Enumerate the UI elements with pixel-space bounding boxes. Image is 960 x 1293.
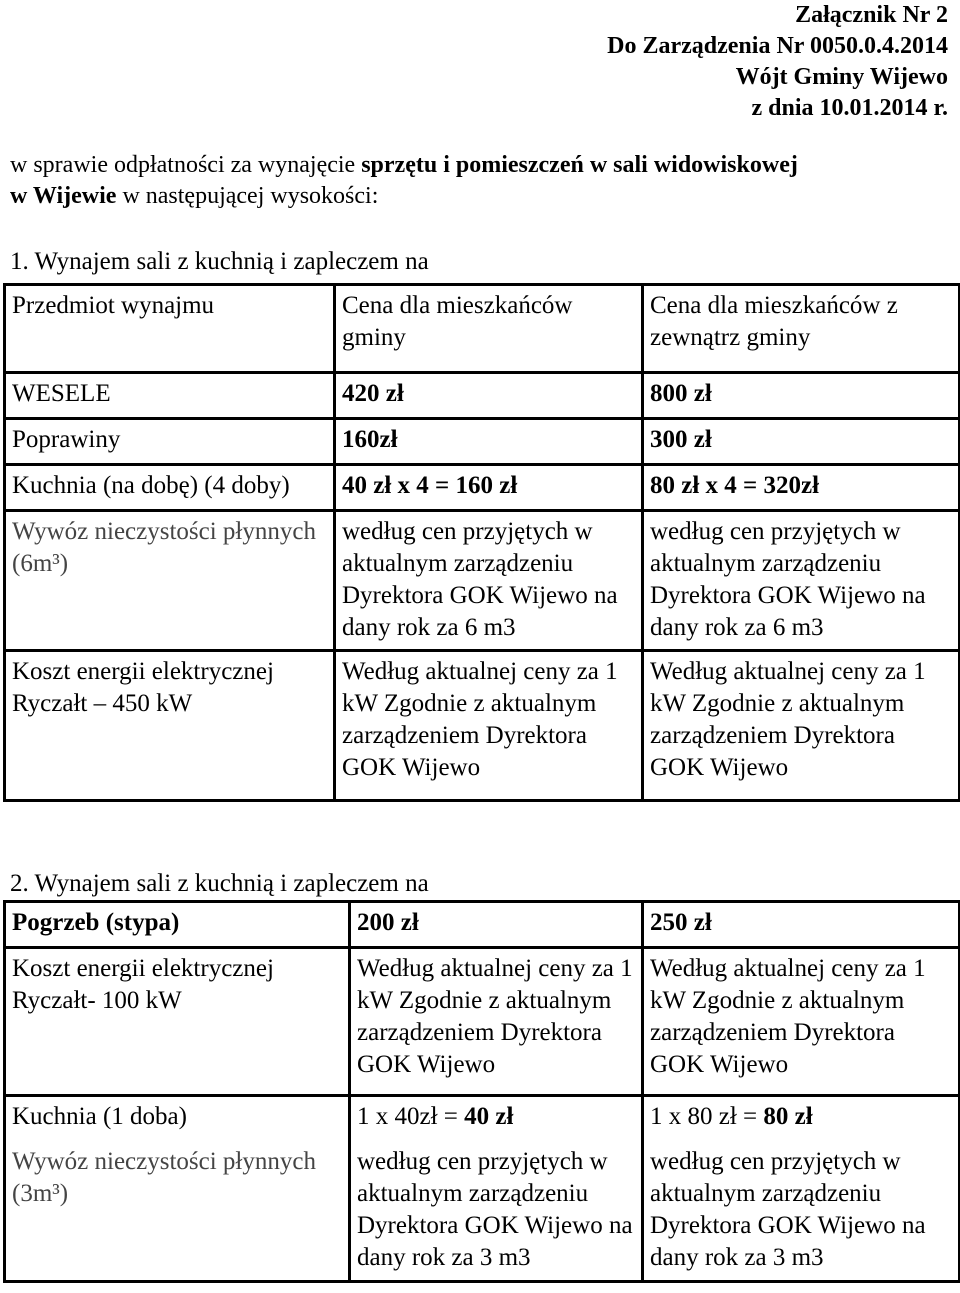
header-price-external: Cena dla mieszkańców z zewnątrz gminy <box>643 285 960 373</box>
kuchnia2-external-prefix: 1 x 80 zł = <box>650 1103 764 1130</box>
wywoz2-label: Wywóz nieczystości płynnych (3m³) <box>5 1142 350 1282</box>
table-row <box>5 465 960 511</box>
intro-part4: w następującej wysokości: <box>116 183 379 209</box>
wywoz-price-external: według cen przyjętych w aktualnym zarządzeniu Dyrektora GOK Wijewo na dany rok za 6 m3 <box>643 511 960 651</box>
kuchnia2-price-external <box>643 1096 960 1142</box>
header-price-local: Cena dla mieszkańców gminy <box>335 285 643 373</box>
energia-price-local: Według aktualnej ceny za 1 kW Zgodnie z aktualnym zarządzeniem Dyrektora GOK Wijewo <box>335 651 643 801</box>
poprawiny-price-external: 300 zł <box>643 419 960 465</box>
table-header-row <box>5 285 960 373</box>
header-subject: Przedmiot wynajmu <box>5 285 335 373</box>
energia2-label-line1: Koszt energii elektrycznej <box>12 955 274 982</box>
table-row <box>5 902 960 948</box>
energia2-price-external: Według aktualnej ceny za 1 kW Zgodnie z aktualnym zarządzeniem Dyrektora GOK Wijewo <box>643 948 960 1096</box>
energia-label <box>5 651 335 801</box>
kuchnia2-external-total: 80 zł <box>763 1103 813 1130</box>
section2-title: 2. Wynajem sali z kuchnią i zapleczem na <box>10 870 429 897</box>
kuchnia-price-local: 40 zł x 4 = 160 zł <box>335 465 643 511</box>
intro-part1: w sprawie odpłatności za wynajęcie <box>10 152 362 178</box>
poprawiny-price-local: 160zł <box>335 419 643 465</box>
kuchnia2-price-local <box>350 1096 643 1142</box>
header-issuer: Wójt Gminy Wijewo <box>735 64 948 90</box>
table-row <box>5 651 960 801</box>
wesele-price-external: 800 zł <box>643 373 960 419</box>
section1-table <box>3 283 960 802</box>
intro-part3: w Wijewie <box>10 183 117 209</box>
table-row <box>5 419 960 465</box>
document-header <box>607 0 948 124</box>
row-name <box>5 373 335 419</box>
table-row <box>5 373 960 419</box>
energia2-label-line2: Ryczałt- 100 kW <box>12 987 182 1014</box>
kuchnia-price-external: 80 zł x 4 = 320zł <box>643 465 960 511</box>
table-row <box>5 511 960 651</box>
wesele-price-local: 420 zł <box>335 373 643 419</box>
pogrzeb-label: Pogrzeb (stypa) <box>5 902 350 948</box>
energia-label-line2: Ryczałt – 450 kW <box>12 690 193 717</box>
energia-label-line1: Koszt energii elektrycznej <box>12 658 274 685</box>
header-order: Do Zarządzenia Nr 0050.0.4.2014 <box>607 33 948 59</box>
kuchnia-label: Kuchnia (na dobę) (4 doby) <box>5 465 335 511</box>
energia2-price-local: Według aktualnej ceny za 1 kW Zgodnie z aktualnym zarządzeniem Dyrektora GOK Wijewo <box>350 948 643 1096</box>
table-row <box>5 1142 960 1282</box>
intro-paragraph <box>10 150 950 212</box>
section2-table <box>3 900 960 1283</box>
wywoz2-price-local: według cen przyjętych w aktualnym zarządzeniu Dyrektora GOK Wijewo na dany rok za 3 m3 <box>350 1142 643 1282</box>
pogrzeb-price-external: 250 zł <box>643 902 960 948</box>
energia2-label <box>5 948 350 1096</box>
header-date: z dnia 10.01.2014 r. <box>751 95 948 121</box>
pogrzeb-price-local: 200 zł <box>350 902 643 948</box>
kuchnia2-label: Kuchnia (1 doba) <box>5 1096 350 1142</box>
wywoz-label: Wywóz nieczystości płynnych (6m³) <box>5 511 335 651</box>
wesele-label: WESELE <box>12 380 111 407</box>
table-row <box>5 1096 960 1142</box>
section1-title: 1. Wynajem sali z kuchnią i zapleczem na <box>10 248 429 275</box>
intro-part2: sprzętu i pomieszczeń w sali widowiskowej <box>361 152 798 178</box>
wywoz-price-local: według cen przyjętych w aktualnym zarządzeniu Dyrektora GOK Wijewo na dany rok za 6 m3 <box>335 511 643 651</box>
energia-price-external: Według aktualnej ceny za 1 kW Zgodnie z aktualnym zarządzeniem Dyrektora GOK Wijewo <box>643 651 960 801</box>
poprawiny-label: Poprawiny <box>5 419 335 465</box>
kuchnia2-local-total: 40 zł <box>464 1103 514 1130</box>
table-row <box>5 948 960 1096</box>
wywoz2-price-external: według cen przyjętych w aktualnym zarządzeniu Dyrektora GOK Wijewo na dany rok za 3 m3 <box>643 1142 960 1282</box>
header-annex: Załącznik Nr 2 <box>795 2 948 28</box>
kuchnia2-local-prefix: 1 x 40zł = <box>357 1103 465 1130</box>
